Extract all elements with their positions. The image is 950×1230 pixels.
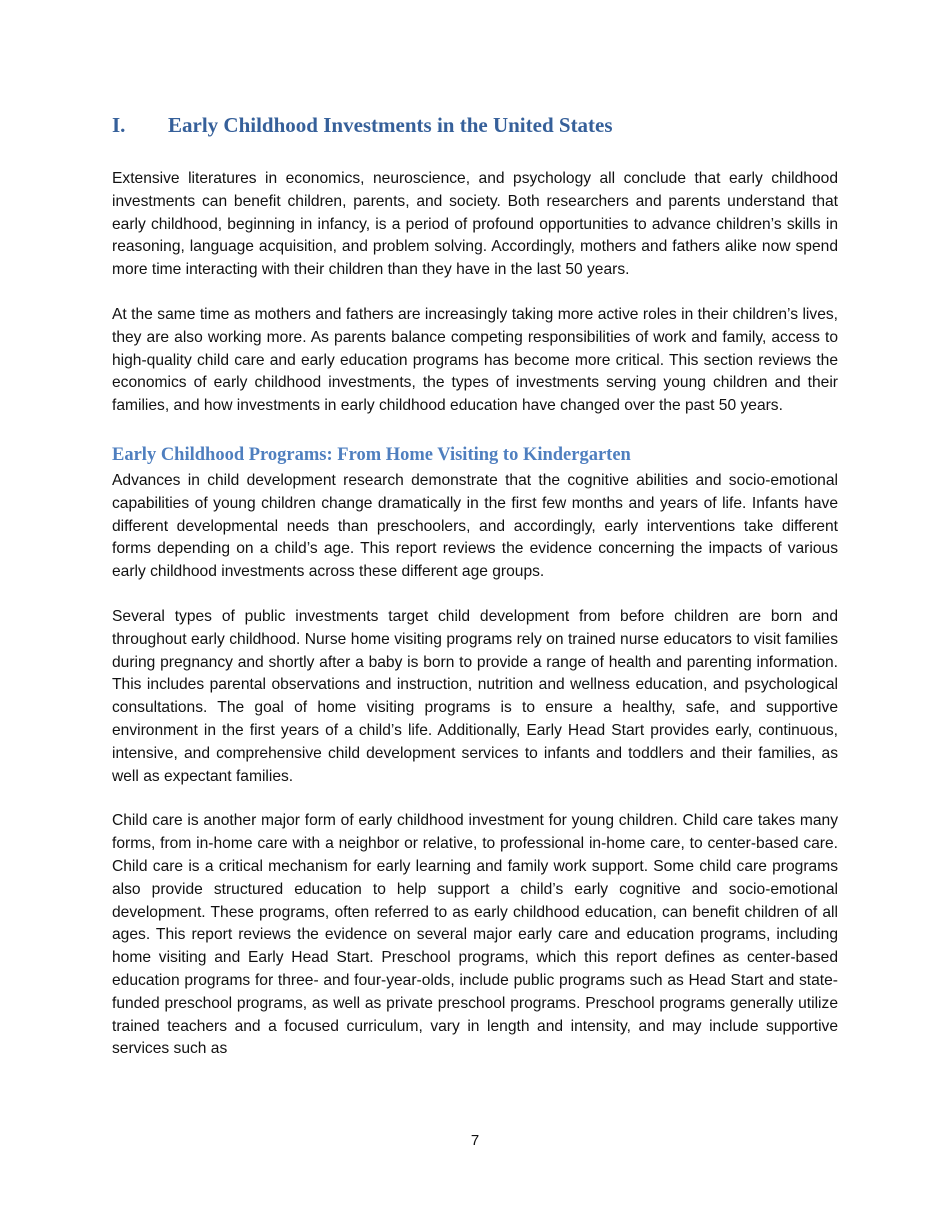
document-page [112,110,838,1083]
section-number: I. [112,113,126,137]
intro-paragraph-1: Extensive literatures in economics, neuroscience, and psychology all conclude that early childhood investments can benefit children, parents, and society. Both researchers and parents understand that early childhood, beginning in infancy, is a period of profound opportunities to advance children’s skills in reasoning, language acquisition, and problem solving. Accordingly, mothers and fathers alike now spend more time interacting with their children than they have in the last 50 years. [112,170,838,279]
subsection-paragraph-2: Several types of public investments target child development from before children are born and throughout early childhood. Nurse home visiting programs rely on trained nurse educators to visit families during pregnancy and shortly after a baby is born to provide a range of health and parenting information. This includes parental observations and instruction, nutrition and wellness education, and psychological consultations. The goal of home visiting programs is to ensure a healthy, safe, and supportive environment in the first years of a child’s life. Additionally, Early Head Start provides early, continuous, intensive, and comprehensive child development services to infants and toddlers and their families, as well as expectant families. [112,607,838,785]
subsection-heading: Early Childhood Programs: From Home Visiting to Kindergarten [112,444,631,465]
page-number: 7 [470,1132,480,1149]
section-title: Early Childhood Investments in the United States [168,113,613,137]
section-heading [112,110,838,140]
intro-paragraph-2: At the same time as mothers and fathers are increasingly taking more active roles in their children’s lives, they are also working more. As parents balance competing responsibilities of work and family, access to high-quality child care and early education programs has become more critical. This section reviews the economics of early childhood investments, the types of investments serving young children and their families, and how investments in early childhood education have changed over the past 50 years. [112,305,838,415]
subsection-paragraph-1: Advances in child development research demonstrate that the cognitive abilities and socio-emotional capabilities of young children change dramatically in the first few months and years of life. Infants have different developmental needs than preschoolers, and accordingly, early interventions take different forms depending on a child’s age. This report reviews the evidence concerning the impacts of various early childhood investments across these different age groups. [112,471,838,581]
subsection-paragraph-3: Child care is another major form of early childhood investment for young children. Child care takes many forms, from in-home care with a neighbor or relative, to professional in-home care, to center-based care. Child care is a critical mechanism for early learning and family work support. Some child care programs also provide structured education to help support a child’s early cognitive and socio-emotional development. These programs, often referred to as early childhood education, can benefit children of all ages. This report reviews the evidence on several major early care and education programs, including home visiting and Early Head Start. Preschool programs, which this report defines as center-based education programs for three- and four-year-olds, include public programs such as Head Start and state-funded preschool programs, as well as private preschool programs. Preschool programs generally utilize trained teachers and a focused curriculum, vary in length and intensity, and may include supportive services such as [112,812,838,1058]
